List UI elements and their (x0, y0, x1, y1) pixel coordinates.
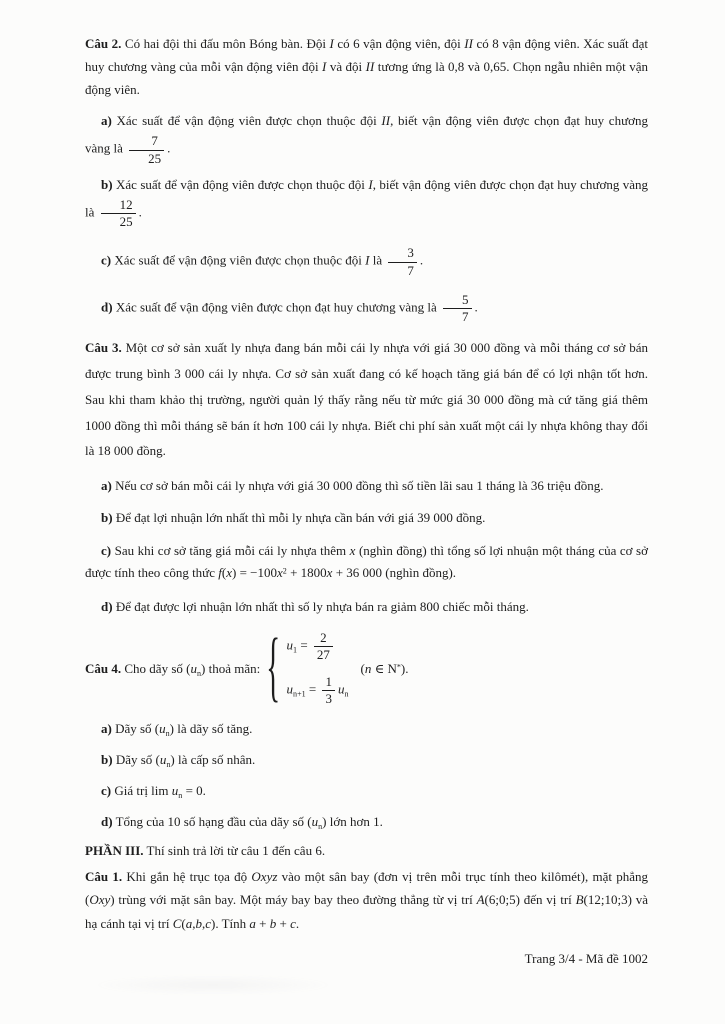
subscript: n (196, 668, 201, 678)
math-italic: u (311, 813, 319, 829)
math-italic: b (269, 915, 277, 931)
question-2-item-a: a) Xác suất để vận động viên được chọn thuộc đội II, biết vận động viên được chọn đạt huy chương vàng là $\frac{7}{25}$ . (85, 113, 648, 166)
scan-smudge (88, 975, 338, 995)
question-2-statement: Câu 2. Có hai đội thi đấu môn Bóng bàn. Đội I có 6 vận động viên, đội II có 8 vận động viên. Xác suất đạt huy chương vàng của mỗi vận động viên đội I và đội II tương ứng là 0,8 và 0,65. Chọn ngẫu nhiên một vận động viên. (85, 36, 649, 97)
superscript: * (396, 661, 401, 671)
equation-condition: (n ∈ N*). (360, 660, 409, 676)
question-3-statement: Câu 3. Một cơ sở sản xuất ly nhựa đang bán mỗi cái ly nhựa với giá 30 000 đồng và mỗi tháng cơ sở bán được trung bình 3 000 cái ly nhựa. Cơ sở sản xuất đang có kế hoạch tăng giá bán để có lợi nhận tốt hơn. Sau khi tham khảo thị trường, người quản lý thấy rằng nếu từ mức giá 30 000 đồng mà cứ tăng giá thêm 1000 đồng thì mỗi tháng sẽ bán ít hơn 100 cái ly nhựa. Biết chi phí sản xuất một cái ly nhựa không thay đổi là 18 000 đồng. (85, 340, 648, 459)
math-italic: a (185, 915, 193, 931)
math-fraction (101, 197, 136, 231)
fraction-numerator: 12 (119, 196, 133, 212)
subscript: n (178, 790, 183, 800)
subscript: n (318, 821, 323, 831)
subscript: n (344, 689, 349, 699)
math-fraction (314, 630, 333, 664)
math-italic: II (381, 113, 391, 129)
question-4-intro: Câu 4. Cho dãy số $(u_n)$ thoả mãn: (85, 660, 261, 678)
question-3-item-a: a) Nếu cơ sở bán mỗi cái ly nhựa với giá 30 000 đồng thì số tiền lãi sau 1 tháng là 36 triệu đồng. (101, 478, 604, 494)
math-italic: u (286, 637, 294, 653)
fraction-numerator: 7 (151, 133, 158, 149)
left-brace: { (266, 624, 281, 710)
equation-row-1: $u_1$ = $\frac{2}{27}$ (287, 629, 349, 665)
question-3-item-c: c) Sau khi cơ sở tăng giá mỗi cái ly nhựa thêm x (nghìn đồng) thì tổng số lợi nhuận một tháng của cơ sở được tính theo công thức $f(x) = -100x^2 + 1800x + 36$ 000 (nghìn đồng). (85, 543, 648, 581)
fraction-denominator: 7 (443, 308, 472, 325)
fraction-denominator: 3 (322, 690, 335, 707)
question-2-item-c: c) Xác suất để vận động viên được chọn thuộc đội I là $\frac{3}{7}$ . (101, 245, 424, 278)
page-footer: Trang 3/4 - Mã đề 1002 (524, 951, 648, 966)
bold-text: b) (101, 510, 113, 526)
fraction-denominator: 25 (129, 150, 164, 167)
math-italic: II (365, 58, 375, 74)
fraction-numerator: 3 (407, 245, 414, 261)
math-italic: c (290, 915, 296, 931)
math-italic: x (277, 565, 283, 581)
math-italic: x (349, 543, 356, 559)
equation-rows (287, 629, 349, 709)
math-italic: b (195, 915, 202, 931)
math-fraction (129, 133, 164, 167)
question-4-item-a: a) Dãy số $(u_n)$ là dãy số tăng. (101, 720, 253, 738)
math-fraction (443, 292, 472, 326)
question-4-item-d: d) Tổng của 10 số hạng đầu của dãy số $(u_n)$ lớn hơn 1. (101, 813, 383, 831)
math-italic: f (218, 565, 222, 581)
bold-text: PHẦN III. (85, 842, 144, 858)
math-italic: I (322, 58, 327, 74)
fraction-denominator: 25 (101, 213, 136, 230)
math-italic: u (171, 782, 179, 798)
math-italic: B (575, 892, 584, 908)
math-fraction (322, 674, 335, 708)
math-italic: u (190, 660, 197, 676)
question-4-item-b: b) Dãy số $(u_n)$ là cấp số nhân. (101, 751, 256, 769)
question-3-item-d: d) Để đạt được lợi nhuận lớn nhất thì số ly nhựa bán ra giảm 800 chiếc mỗi tháng. (101, 599, 529, 615)
part-3-question-1-statement: Câu 1. Khi gắn hệ trục tọa độ Oxyz vào một sân bay (đơn vị trên mỗi trục tính theo kilômét), mặt phẳng (Oxy) trùng với mặt sân bay. Một máy bay bay theo đường thẳng từ vị trí A(6;0;5) đến vị trí B(12;10;3) và hạ cánh tại vị trí C(a,b,c). Tính a + b + c. (85, 869, 649, 931)
math-italic: u (159, 720, 166, 736)
math-italic: x (326, 565, 333, 581)
part-3-heading: PHẦN III. Thí sinh trả lời từ câu 1 đến câu 6. (85, 842, 326, 858)
math-fraction (388, 245, 417, 279)
question-2-item-b: b) Xác suất để vận động viên được chọn thuộc đội I, biết vận động viên được chọn đạt huy chương vàng là $\frac{12}{25}$ . (85, 176, 649, 230)
fraction-numerator: 2 (320, 629, 327, 645)
bold-text: c) (101, 543, 112, 559)
math-italic: Oxyz (251, 869, 278, 885)
bold-text: b) (101, 176, 113, 192)
bold-text: c) (101, 253, 112, 269)
bold-text: a) (101, 478, 112, 494)
fraction-numerator: 5 (462, 291, 469, 307)
superscript: 2 (282, 566, 287, 576)
question-4-item-c: c) Giá trị $\lim u_n = 0$. (101, 782, 206, 800)
math-italic: I (368, 176, 373, 192)
math-italic: u (286, 681, 294, 697)
math-italic: I (365, 253, 370, 269)
bold-text: Câu 2. (85, 36, 122, 51)
math-italic: A (476, 892, 485, 908)
bold-text: Câu 4. (85, 660, 122, 676)
subscript: n (166, 759, 171, 769)
fraction-denominator: 7 (388, 262, 417, 279)
fraction-denominator: 27 (314, 646, 333, 663)
math-italic: u (159, 751, 167, 767)
page-content (85, 33, 648, 935)
subscript: 1 (293, 645, 298, 655)
math-italic: x (226, 565, 232, 581)
bold-text: Câu 3. (85, 340, 122, 356)
math-italic: n (364, 660, 372, 676)
subscript: n+1 (293, 689, 306, 699)
equation-system (265, 624, 349, 710)
bold-text: c) (101, 782, 112, 798)
bold-text: a) (101, 720, 112, 736)
math-italic: a (249, 915, 256, 931)
math-italic: II (464, 36, 473, 51)
question-4-statement (85, 624, 648, 710)
math-italic: I (329, 36, 334, 51)
fraction-numerator: 1 (325, 674, 332, 690)
subscript: n (165, 728, 170, 738)
math-italic: Oxy (89, 892, 111, 908)
question-2-item-d: d) Xác suất để vận động viên được chọn đạt huy chương vàng là $\frac{5}{7}$ . (101, 291, 478, 325)
bold-text: b) (101, 751, 113, 767)
bold-text: d) (101, 813, 113, 829)
bold-text: Câu 1. (85, 869, 123, 885)
question-3-item-b: b) Để đạt lợi nhuận lớn nhất thì mỗi ly nhựa cần bán với giá 39 000 đồng. (101, 510, 486, 526)
math-italic: u (337, 681, 345, 697)
bold-text: d) (101, 299, 113, 315)
equation-row-2: $u_{n+1}$ = $\frac{1}{3}$ $u_n$ (286, 674, 349, 707)
bold-text: a) (101, 113, 112, 129)
math-italic: c (205, 915, 212, 931)
bold-text: d) (101, 599, 113, 615)
math-italic: C (172, 915, 182, 931)
